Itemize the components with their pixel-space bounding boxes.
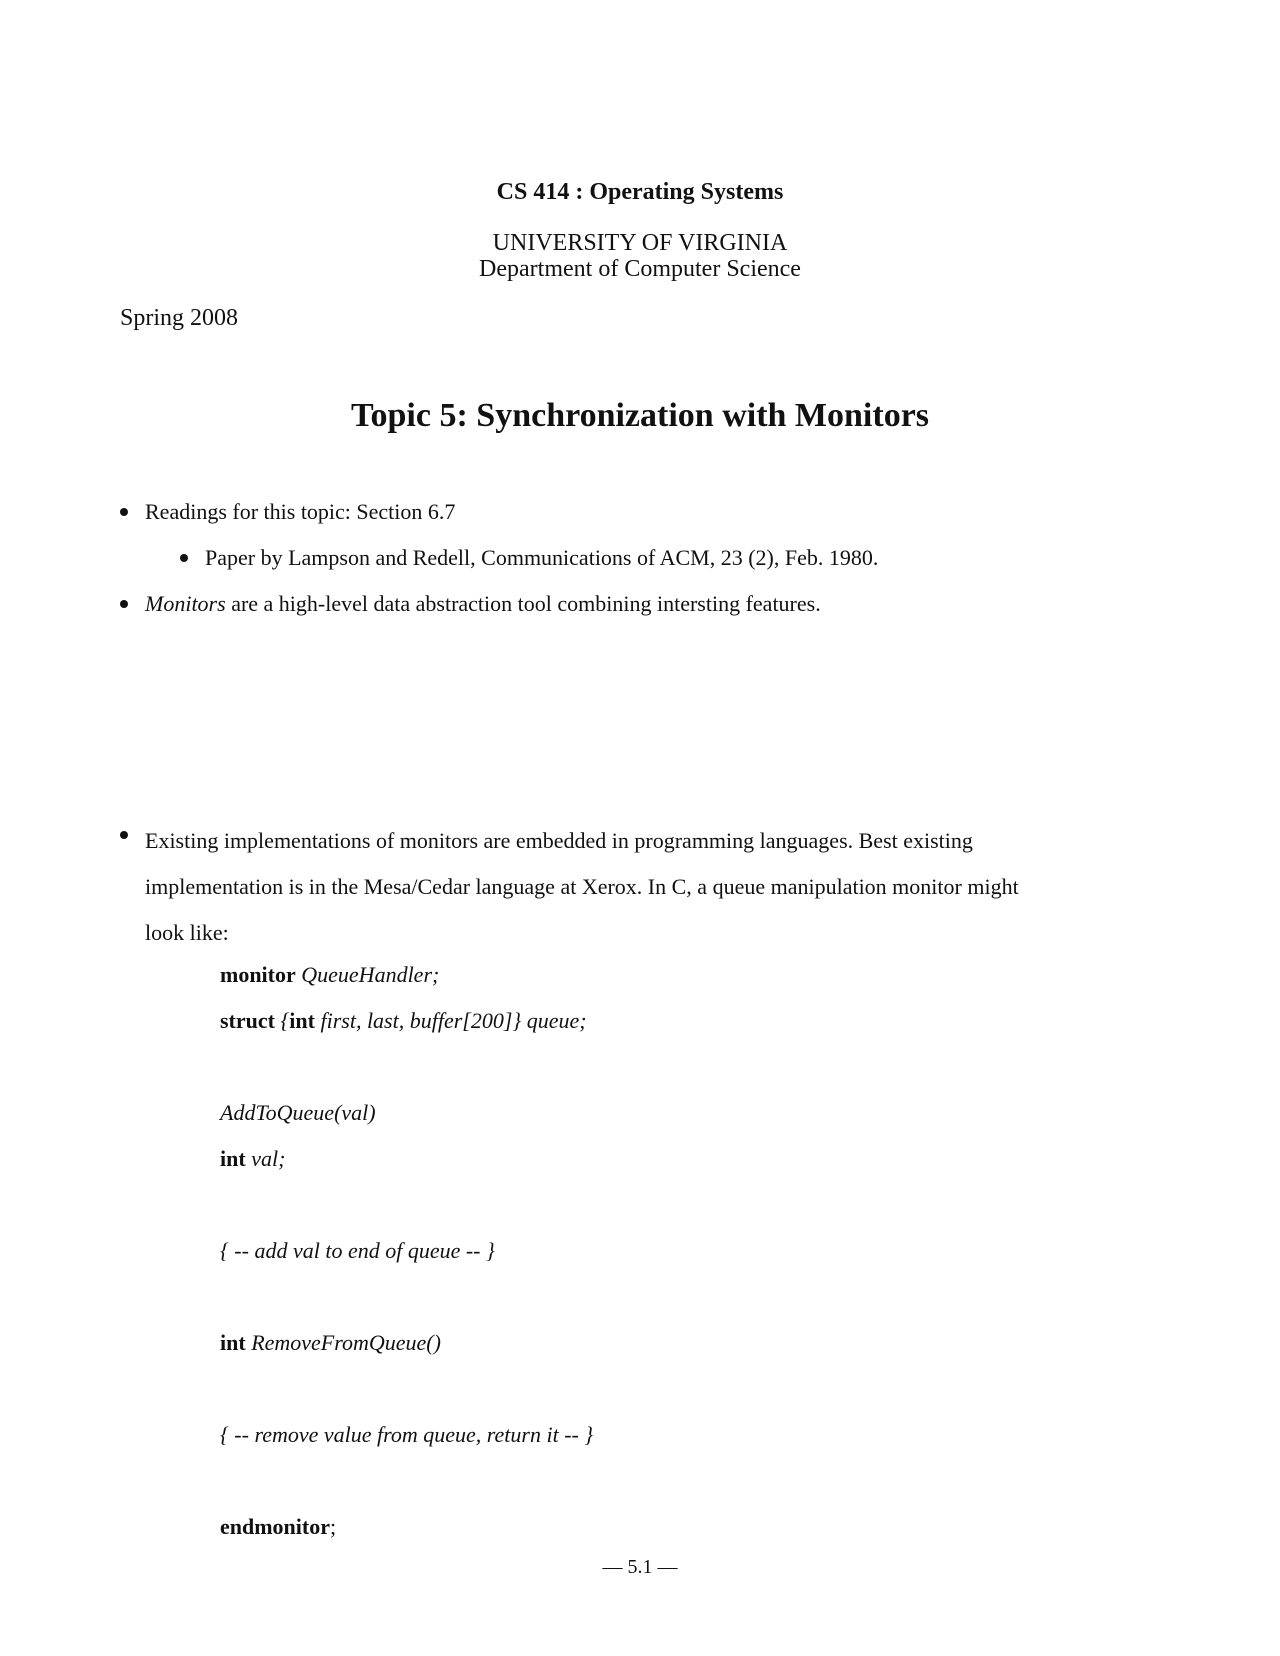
sub-bullet-paper: Paper by Lampson and Redell, Communications of ACM, 23 (2), Feb. 1980. — [205, 545, 879, 570]
university-name: UNIVERSITY OF VIRGINIA — [492, 230, 788, 256]
bullet-dot — [120, 508, 128, 516]
page-title: Topic 5: Synchronization with Monitors — [350, 397, 930, 434]
bullet-readings: Readings for this topic: Section 6.7 — [145, 499, 456, 524]
sub-bullet-dot — [180, 554, 188, 562]
code-line-3: AddToQueue(val) — [220, 1100, 376, 1125]
code-line-7: { -- remove value from queue, return it -- } — [220, 1422, 594, 1447]
code-line-8: endmonitor; — [220, 1514, 337, 1539]
code-line-5: { -- add val to end of queue -- } — [220, 1238, 495, 1263]
course-title: CS 414 : Operating Systems — [496, 179, 784, 205]
code-line-4: int val; — [220, 1146, 286, 1171]
bullet-monitors — [145, 591, 821, 617]
monitors-term: Monitors — [145, 591, 226, 616]
monitors-description: are a high-level data abstraction tool combining intersting features. — [225, 591, 821, 616]
bullet-dot — [120, 600, 128, 608]
page-number: — 5.1 — — [602, 1556, 678, 1578]
bullet-dot — [120, 831, 128, 839]
code-line-2: struct {int first, last, buffer[200]} queue; — [220, 1008, 587, 1033]
department-name: Department of Computer Science — [479, 256, 801, 282]
term: Spring 2008 — [120, 305, 239, 331]
bullet-existing: Existing implementations of monitors are embedded in programming languages. Best existing implementation is in the Mesa/Cedar language at Xerox. In C, a queue manipulation monitor might look like: — [145, 828, 1019, 945]
code-line-6: int RemoveFromQueue() — [220, 1330, 441, 1355]
code-line-1: monitor QueueHandler; — [220, 962, 440, 987]
